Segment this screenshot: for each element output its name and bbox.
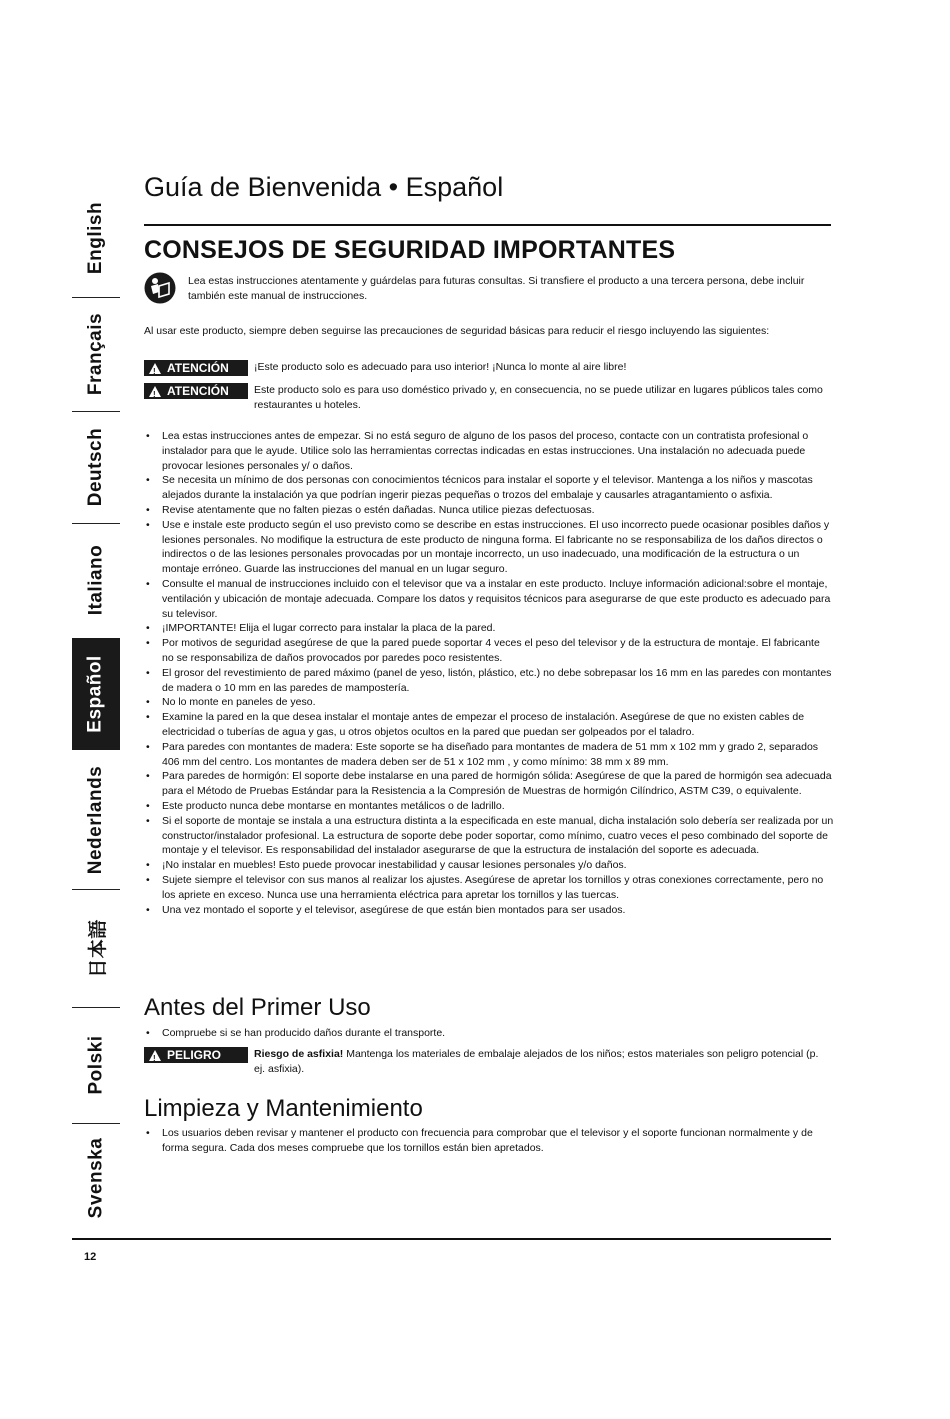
tab-italiano[interactable] bbox=[72, 524, 120, 636]
list-item: • Lea estas instrucciones antes de empezar. Si no está seguro de alguno de los pasos del proceso, contacte con un contratista profesional o instalador para que le ayude. Utilice solo las herramientas correctas indicadas en estas instrucciones. Una instalación no adecuada puede provocar lesiones personales y/ o daños. bbox=[144, 429, 834, 473]
badge-label: ATENCIÓN bbox=[167, 361, 229, 375]
tab-english[interactable] bbox=[72, 180, 120, 296]
intro-block bbox=[144, 272, 831, 304]
danger-strong: Riesgo de asfixia! bbox=[254, 1048, 344, 1060]
list-item: • ¡No instalar en muebles! Esto puede provocar inestabilidad y causar lesiones personales y/o daños. bbox=[144, 858, 834, 873]
list-item: • Los usuarios deben revisar y mantener el producto con frecuencia para comprobar que el televisor y el soporte funcionan normalmente y de forma segura. Cada dos meses compruebe que los tornillos están bien apretados. bbox=[144, 1126, 834, 1156]
safety-heading: CONSEJOS DE SEGURIDAD IMPORTANTES bbox=[144, 236, 676, 264]
danger-text bbox=[254, 1047, 831, 1077]
warning-triangle-icon bbox=[149, 386, 161, 397]
attention-badge bbox=[144, 360, 248, 376]
warning-indoor bbox=[144, 360, 831, 376]
attention-badge bbox=[144, 383, 248, 399]
tab-deutsch[interactable] bbox=[72, 412, 120, 522]
first-use-list bbox=[144, 1026, 834, 1041]
footer-rule bbox=[72, 1238, 831, 1240]
list-item: • Consulte el manual de instrucciones incluido con el televisor que va a instalar en este producto. Incluye información adicional:sobre el montaje, ventilación y ubicación de montaje adecuada. Compare los datos y requisitos técnicos para asegurarse de que este producto es adecuado para su televisor. bbox=[144, 577, 834, 621]
list-item: • Revise atentamente que no falten piezas o estén dañadas. Nunca utilice piezas defectuosas. bbox=[144, 503, 834, 518]
tab-label: Italiano bbox=[85, 544, 107, 616]
danger-block bbox=[144, 1047, 831, 1077]
tab-label: Svenska bbox=[85, 1137, 106, 1219]
warning-triangle-icon bbox=[149, 1050, 161, 1061]
tab-label: English bbox=[85, 201, 106, 275]
tab-label: Nederlands bbox=[85, 765, 107, 875]
list-item: • Use e instale este producto según el uso previsto como se describe en estas instrucciones. El uso incorrecto puede ocasionar posibles daños y lesiones personales. No modifique la estructura de este producto de ninguna forma. El fabricante no se responsabiliza de los daños directos o indirectos o de las lesiones personales provocadas por un montaje incorrecto, un uso inadecuado, una modificación de la estructura o un montaje erróneo. Guarde las instrucciones del manual en un lugar seguro. bbox=[144, 518, 834, 577]
list-item: • El grosor del revestimiento de pared máximo (panel de yeso, listón, plástico, etc.) no debe sobrepasar los 16 mm en las paredes con montantes de madera o 10 mm en las paredes de mampostería. bbox=[144, 666, 834, 696]
list-item: • Si el soporte de montaje se instala a una estructura distinta a la especificada en este manual, dicha instalación solo debería ser realizada por un constructor/instalador profesional. La estructura de soporte debe poder soportar, como mínimo, cuatro veces el peso combinado del soporte de montaje y el televisor. Es responsabilidad del instalador asegurarse de que la estructura de instalación del soporte es adecuada. bbox=[144, 814, 834, 858]
list-item: • Para paredes de hormigón: El soporte debe instalarse en una pared de hormigón sólida: Asegúrese de que la pared de hormigón sea adecuada para el Método de Pruebas Estándar para la Resistencia a la Compresión de Muestras de hormigón Cilíndrico, ASTM C39, o equivalente. bbox=[144, 769, 834, 799]
tab-polski[interactable] bbox=[72, 1008, 120, 1122]
cleaning-list bbox=[144, 1126, 834, 1156]
page-title: Guía de Bienvenida • Español bbox=[144, 172, 504, 202]
list-item: • Sujete siempre el televisor con sus manos al realizar los ajustes. Asegúrese de apretar los tornillos y otras conexiones correctamente, pero no los apriete en exceso. Nunca use una herramienta eléctrica para apretar los tornillos y las tuercas. bbox=[144, 873, 834, 903]
list-item: • No lo monte en paneles de yeso. bbox=[144, 695, 834, 710]
list-item: • ¡IMPORTANTE! Elija el lugar correcto para instalar la placa de la pared. bbox=[144, 621, 834, 636]
list-item: • Para paredes con montantes de madera: Este soporte se ha diseñado para montantes de madera de 51 mm x 102 mm y grado 2, separados 406 mm del centro. Los montantes de madera deben ser de 51 x 102 mm , y como mínimo: 38 mm x 89 mm. bbox=[144, 740, 834, 770]
warning-text: Este producto solo es para uso doméstico privado y, en consecuencia, no se puede utilizar en lugares públicos tales como restaurantes u hoteles. bbox=[254, 384, 823, 411]
tab-label: Polski bbox=[85, 1035, 107, 1095]
danger-badge bbox=[144, 1047, 248, 1063]
first-use-heading: Antes del Primer Uso bbox=[144, 994, 371, 1021]
tab-label: Français bbox=[85, 312, 106, 396]
list-item: • Este producto nunca debe montarse en montantes metálicos o de ladrillo. bbox=[144, 799, 834, 814]
danger-detail: Mantenga los materiales de embalaje alejados de los niños; estos materiales son peligro potencial (p. ej. asfixia). bbox=[254, 1048, 819, 1075]
list-item: • Compruebe si se han producido daños durante el transporte. bbox=[144, 1026, 834, 1041]
list-item: • Examine la pared en la que desea instalar el montaje antes de empezar el proceso de instalación. Asegúrese de que no existen cables de electricidad o tuberías de agua y gas, u otros objetos ocultos en la pared que puedan ser golpeados por el taladro. bbox=[144, 710, 834, 740]
page-number: 12 bbox=[84, 1251, 97, 1263]
list-item: • Se necesita un mínimo de dos personas con conocimientos técnicos para instalar el soporte y el televisor. Mantenga a los niños y mascotas alejados durante la instalación ya que podrían ingerir piezas pequeñas o trozos del embalaje y causarles atragantamiento o asfixia. bbox=[144, 473, 834, 503]
cleaning-heading: Limpieza y Mantenimiento bbox=[144, 1095, 423, 1122]
safety-list bbox=[144, 429, 834, 917]
read-manual-icon bbox=[144, 272, 176, 304]
badge-label: ATENCIÓN bbox=[167, 384, 229, 398]
tab-nederlands[interactable] bbox=[72, 752, 120, 888]
tab-label: Deutsch bbox=[85, 427, 106, 507]
title-rule bbox=[144, 224, 831, 226]
tab-label: 日本語 bbox=[87, 918, 109, 978]
tab-svenska[interactable] bbox=[72, 1124, 120, 1232]
warning-private bbox=[144, 383, 831, 413]
list-item: • Por motivos de seguridad asegúrese de que la pared puede soportar 4 veces el peso del televisor y de la estructura de montaje. El fabricante no se responsabiliza de daños provocados por paredes poco resistentes. bbox=[144, 636, 834, 666]
precautions-text: Al usar este producto, siempre deben seguirse las precauciones de seguridad básicas para reducir el riesgo incluyendo las siguientes: bbox=[144, 325, 770, 337]
tab-japanese[interactable] bbox=[72, 890, 120, 1006]
tab-francais[interactable] bbox=[72, 298, 120, 410]
warning-triangle-icon bbox=[149, 363, 161, 374]
badge-label: PELIGRO bbox=[167, 1048, 222, 1062]
tab-label: Español bbox=[85, 655, 106, 733]
tab-espanol[interactable] bbox=[72, 638, 120, 750]
list-item: • Una vez montado el soporte y el televisor, asegúrese de que están bien montados para ser usados. bbox=[144, 903, 834, 918]
warning-text: ¡Este producto solo es adecuado para uso interior! ¡Nunca lo monte al aire libre! bbox=[254, 361, 627, 373]
intro-text: Lea estas instrucciones atentamente y guárdelas para futuras consultas. Si transfiere el producto a una tercera persona, debe incluir también este manual de instrucciones. bbox=[188, 275, 805, 302]
